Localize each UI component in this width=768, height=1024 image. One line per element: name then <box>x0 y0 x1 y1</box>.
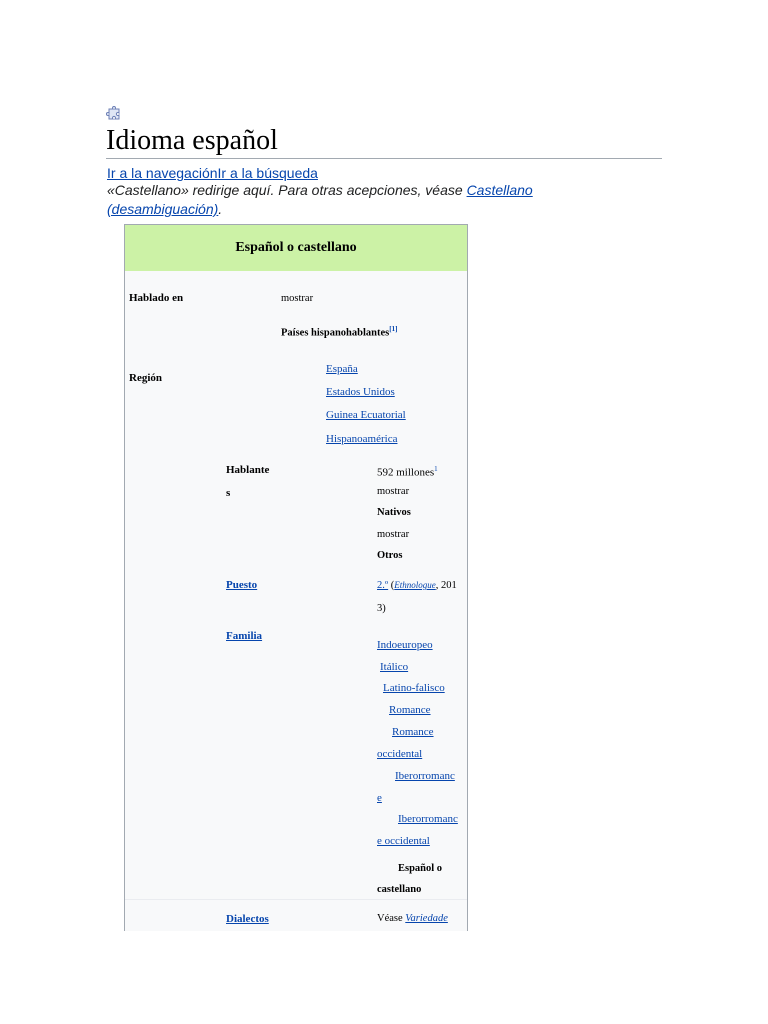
puesto-open: ( <box>388 580 395 591</box>
mostrar-toggle-2[interactable]: mostrar <box>377 486 410 497</box>
region-link-estados-unidos[interactable]: Estados Unidos <box>326 386 395 398</box>
jump-links <box>107 164 318 182</box>
speakers-value: 592 millones <box>377 466 435 479</box>
puesto-rank-link[interactable]: 2.º <box>377 580 389 591</box>
mostrar-toggle[interactable]: mostrar <box>281 293 314 304</box>
puesto-link[interactable]: Puesto <box>226 579 258 591</box>
family-iberorromance-link-wrap[interactable]: e <box>377 792 382 804</box>
puesto-year-part-1: , 201 <box>435 580 457 591</box>
family-latino-falisco-link[interactable]: Latino-falisco <box>383 682 445 694</box>
region-link-espana[interactable]: España <box>326 363 358 375</box>
region-link-hispanoamerica[interactable]: Hispanoamérica <box>326 433 398 445</box>
family-espanol-label: Español o <box>398 863 443 874</box>
hablado-en-label: Hablado en <box>129 292 184 304</box>
otros-label: Otros <box>377 550 403 561</box>
family-italico-link[interactable]: Itálico <box>380 661 409 673</box>
family-iberorromance-occidental-link-wrap[interactable]: e occidental <box>377 835 430 847</box>
jump-to-search-link[interactable]: Ir a la búsqueda <box>217 165 318 181</box>
hatnote-disambiguation-link[interactable]: Castellano (desambiguación) <box>107 182 533 217</box>
hatnote <box>107 181 577 219</box>
jump-to-navigation-link[interactable]: Ir a la navegación <box>107 165 218 181</box>
region-label: Región <box>129 372 162 384</box>
row-divider <box>125 899 467 900</box>
ethnologue-link[interactable]: Ethnologue <box>394 580 436 590</box>
paises-hispanohablantes-label <box>281 322 397 341</box>
dialectos-text: Véase <box>377 913 406 924</box>
paises-label-text: Países hispanohablantes <box>281 327 390 339</box>
hatnote-end: . <box>218 201 223 217</box>
familia-link[interactable]: Familia <box>226 630 263 642</box>
infobox-header: Español o castellano <box>125 225 467 271</box>
hatnote-text: «Castellano» redirige aquí. Para otras acepciones, véase <box>107 182 467 198</box>
hablantes-label-wrap: s <box>226 487 231 499</box>
wiki-puzzle-icon <box>106 106 122 122</box>
nativos-label: Nativos <box>377 507 411 518</box>
family-romance-occidental-link[interactable]: Romance <box>392 726 434 738</box>
family-iberorromance-occidental-link[interactable]: Iberorromanc <box>398 813 458 825</box>
speakers-ref[interactable]: 1 <box>434 465 438 473</box>
family-romance-occidental-link-wrap[interactable]: occidental <box>377 748 423 760</box>
family-romance-link[interactable]: Romance <box>389 704 431 716</box>
hablantes-label: Hablante <box>226 464 270 476</box>
speakers-count <box>377 462 438 480</box>
paises-ref[interactable]: [1] <box>389 325 398 333</box>
region-link-guinea-ecuatorial[interactable]: Guinea Ecuatorial <box>326 409 406 421</box>
dialectos-value <box>377 912 448 926</box>
family-iberorromance-link[interactable]: Iberorromanc <box>395 770 455 782</box>
puesto-value <box>377 578 457 593</box>
mostrar-toggle-3[interactable]: mostrar <box>377 529 410 540</box>
family-indoeuropeo-link[interactable]: Indoeuropeo <box>377 639 433 651</box>
family-castellano-label: castellano <box>377 884 422 895</box>
dialectos-link[interactable]: Dialectos <box>226 913 269 925</box>
page-title: Idioma español <box>106 124 662 159</box>
variedades-link[interactable]: Variedade <box>405 913 448 924</box>
infobox <box>124 224 468 931</box>
puesto-year-part-2: 3) <box>377 603 386 614</box>
